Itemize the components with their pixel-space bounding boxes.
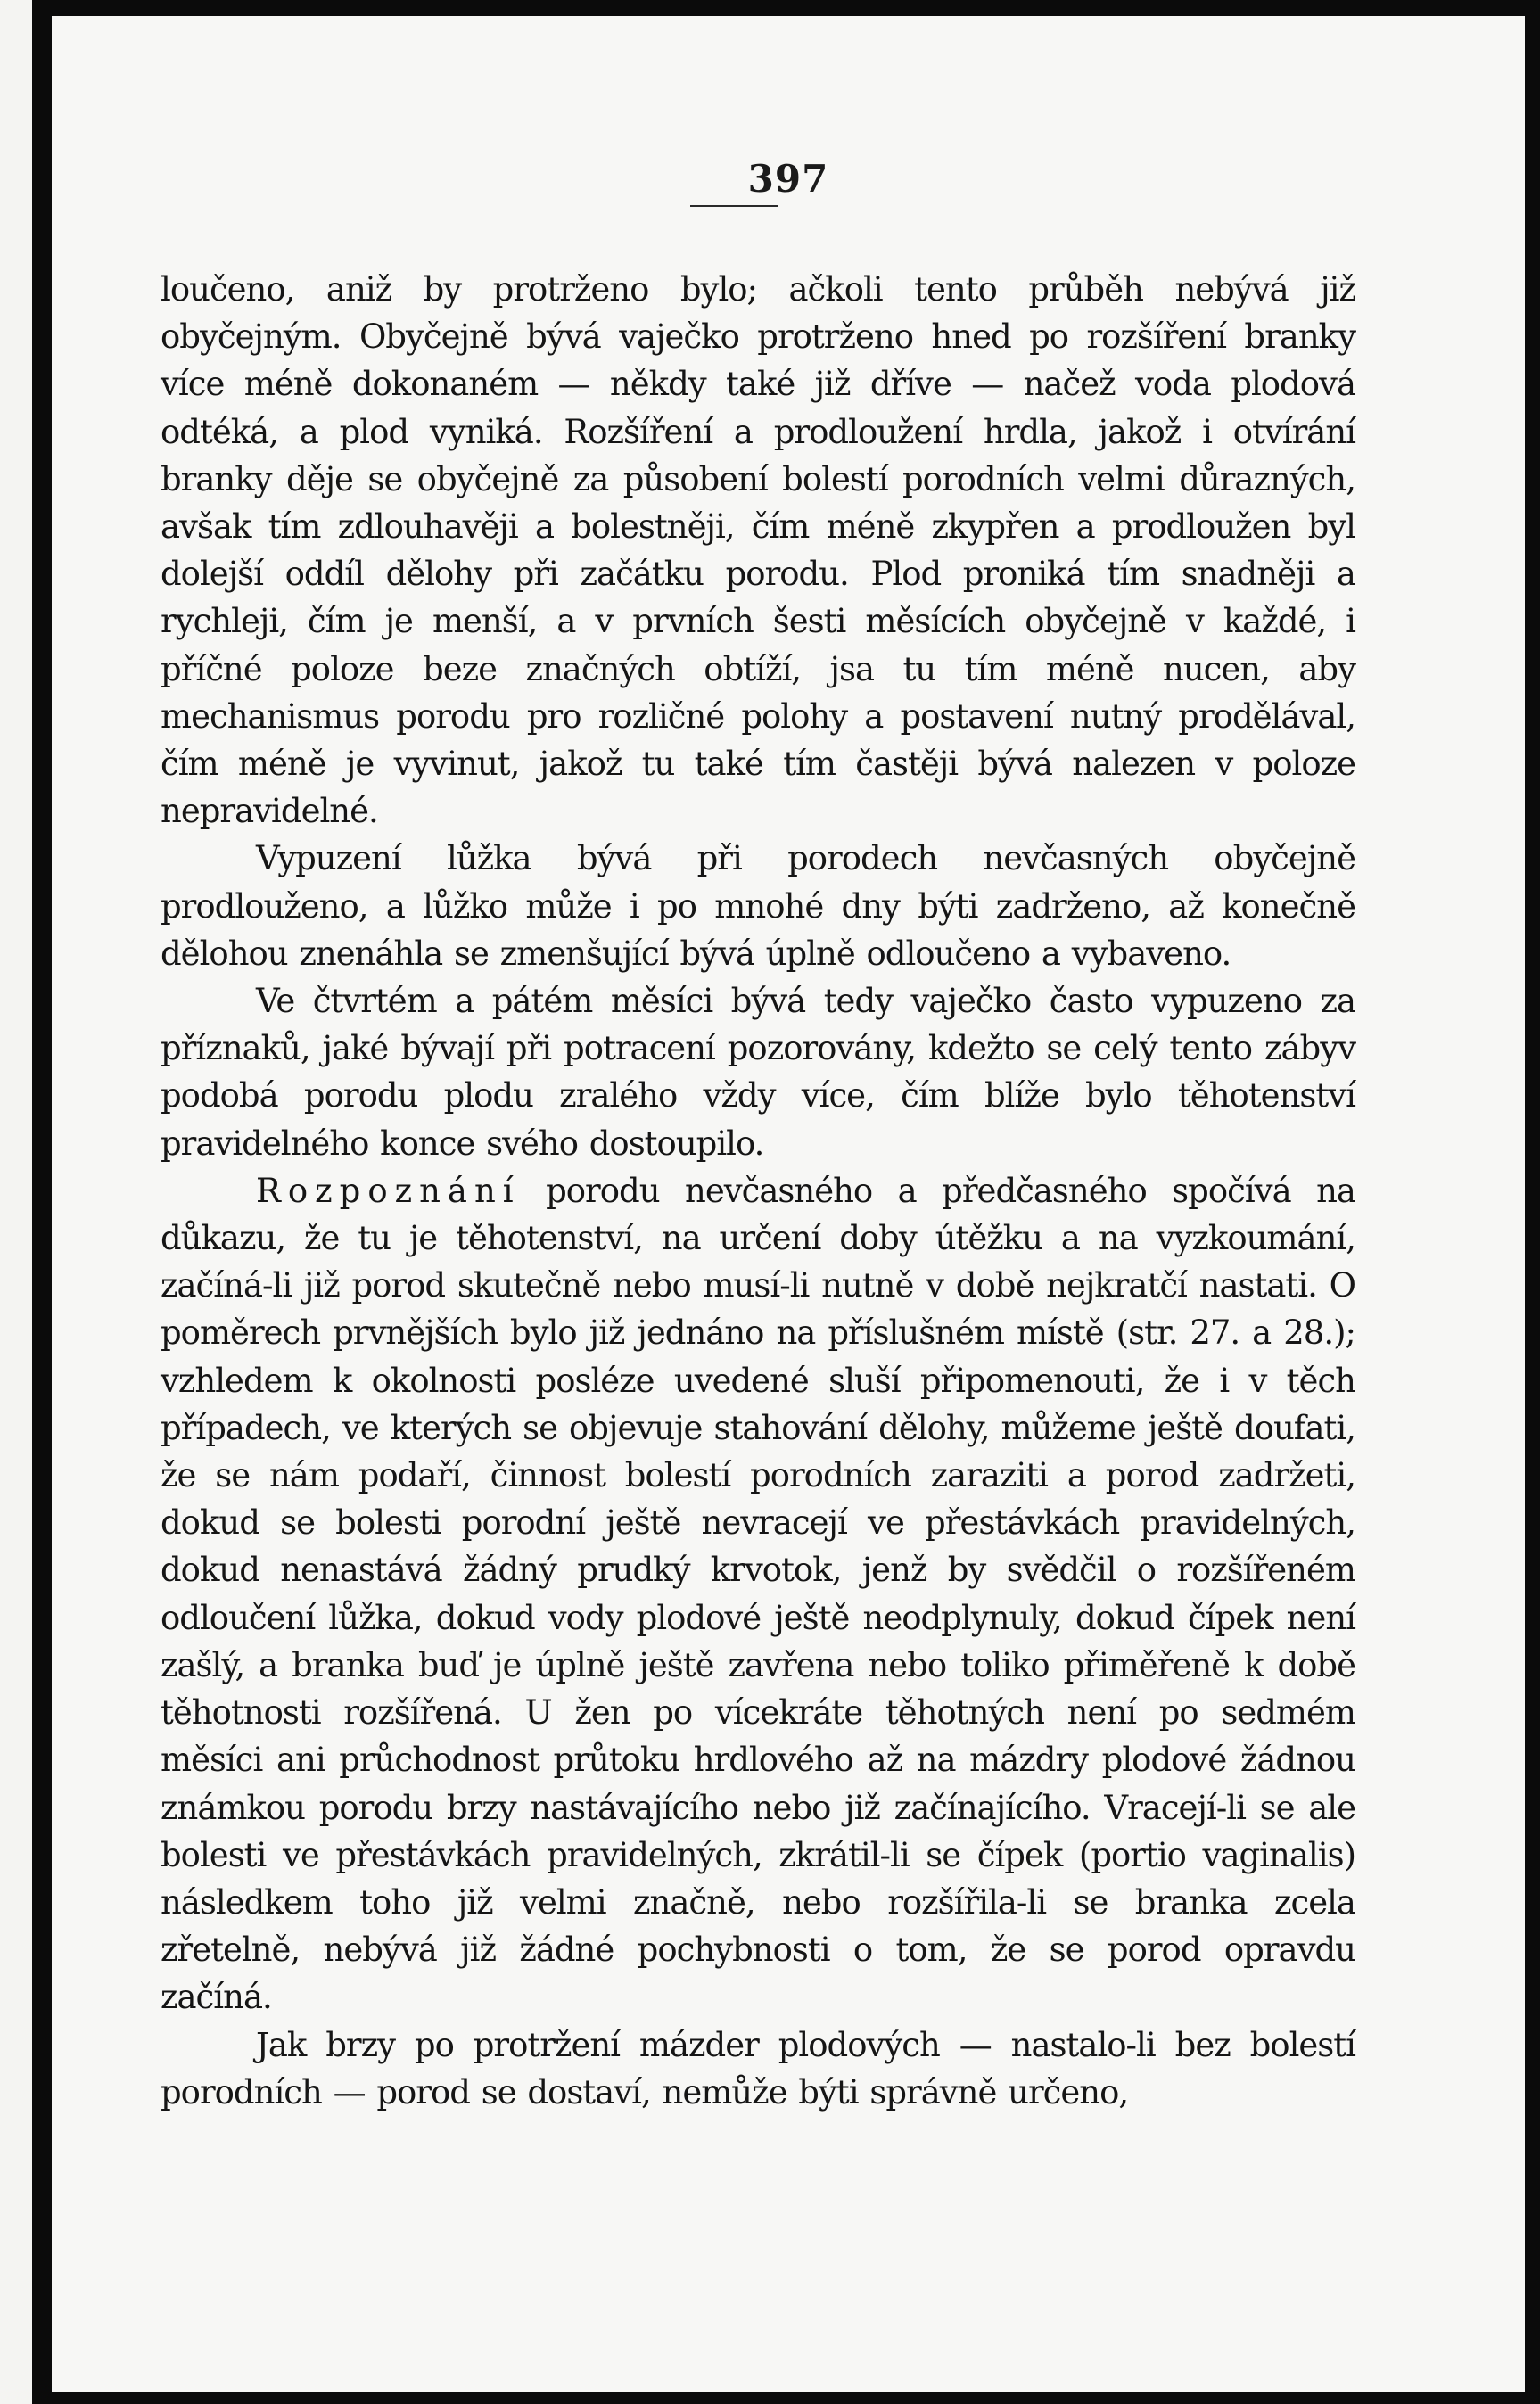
facing-page-edge bbox=[0, 0, 32, 2404]
paragraph-3: Ve čtvrtém a pátém měsíci bývá tedy vaječko často vypuzeno za příznaků, jaké bývají při potracení pozorovány, kdežto se celý tento zábyv podobá porodu plodu zralého vždy více, čím blíže bylo těhotenství pravidelného konce svého dostoupilo. bbox=[161, 982, 1355, 1163]
paragraph-2: Vypuzení lůžka bývá při porodech nevčasných obyčejně prodlouženo, a lůžko může i po mnohé dny býti zadrženo, až konečně dělohou znenáhla se zmenšující bývá úplně odloučeno a vybaveno. bbox=[161, 839, 1355, 973]
book-page bbox=[52, 16, 1525, 2392]
page-number-underline bbox=[690, 205, 778, 207]
paragraph-5: Jak brzy po protržení mázder plodových — nastalo-li bez bolestí porodních — porod se dostaví, nemůže býti správně určeno, bbox=[161, 2025, 1355, 2112]
spaced-term: Rozpoznání bbox=[256, 1171, 521, 1210]
paragraph-4 bbox=[161, 1167, 1355, 2021]
paragraph-4-text: porodu nevčasného a předčasného spočívá na důkazu, že tu je těhotenství, na určení doby útěžku a na vyzkoumání, začíná-li již porod skutečně nebo musí-li nutně v době nejkratčí nastati. O poměrech prvnějších bylo již jednáno na příslušném místě (str. 27. a 28.); vzhledem k okolnosti posléze uvedené sluší připomenouti, že i v těch případech, ve kterých se objevuje stahování dělohy, můžeme ještě doufati, že se nám podaří, činnost bolestí porodních zaraziti a porod zadržeti, dokud se bolesti porodní ještě nevracejí ve přestávkách pravidelných, dokud nenastává žádný prudký krvotok, jenž by svědčil o rozšířeném odloučení lůžka, dokud vody plodové ještě neodplynuly, dokud čípek není zašlý, a branka buď je úplně ještě zavřena nebo toliko přiměřeně k době těhotnosti rozšířená. U žen po vícekráte těhotných není po sedmém měsíci ani průchodnost průtoku hrdlového až na mázdry plodové žádnou známkou porodu brzy nastávajícího nebo již začínajícího. Vracejí-li se ale bolesti ve přestávkách pravidelných, zkrátil-li se čípek (portio vaginalis) následkem toho již velmi značně, nebo rozšířila-li se branka zcela zřetelně, nebývá již žádné pochybnosti o tom, že se porod opravdu začíná. bbox=[161, 1171, 1355, 2017]
paragraph-1: loučeno, aniž by protrženo bylo; ačkoli tento průběh nebývá již obyčejným. Obyčejně bývá vaječko protrženo hned po rozšíření branky více méně dokonaném — někdy také již dříve — načež voda plodová odtéká, a plod vyniká. Rozšíření a prodloužení hrdla, jakož i otvírání branky děje se obyčejně za působení bolestí porodních velmi důrazných, avšak tím zdlouhavěji a bolestněji, čím méně zkypřen a prodloužen byl dolejší oddíl dělohy při začátku porodu. Plod proniká tím snadněji a rychleji, čím je menší, a v prvních šesti měsících obyčejně v každé, i příčné poloze beze značných obtíží, jsa tu tím méně nucen, aby mechanismus porodu pro rozličné polohy a postavení nutný prodělával, čím méně je vyvinut, jakož tu také tím častěji bývá nalezen v poloze nepravidelné. bbox=[161, 270, 1355, 831]
body-text bbox=[161, 266, 1355, 2116]
page-number: 397 bbox=[747, 157, 829, 201]
